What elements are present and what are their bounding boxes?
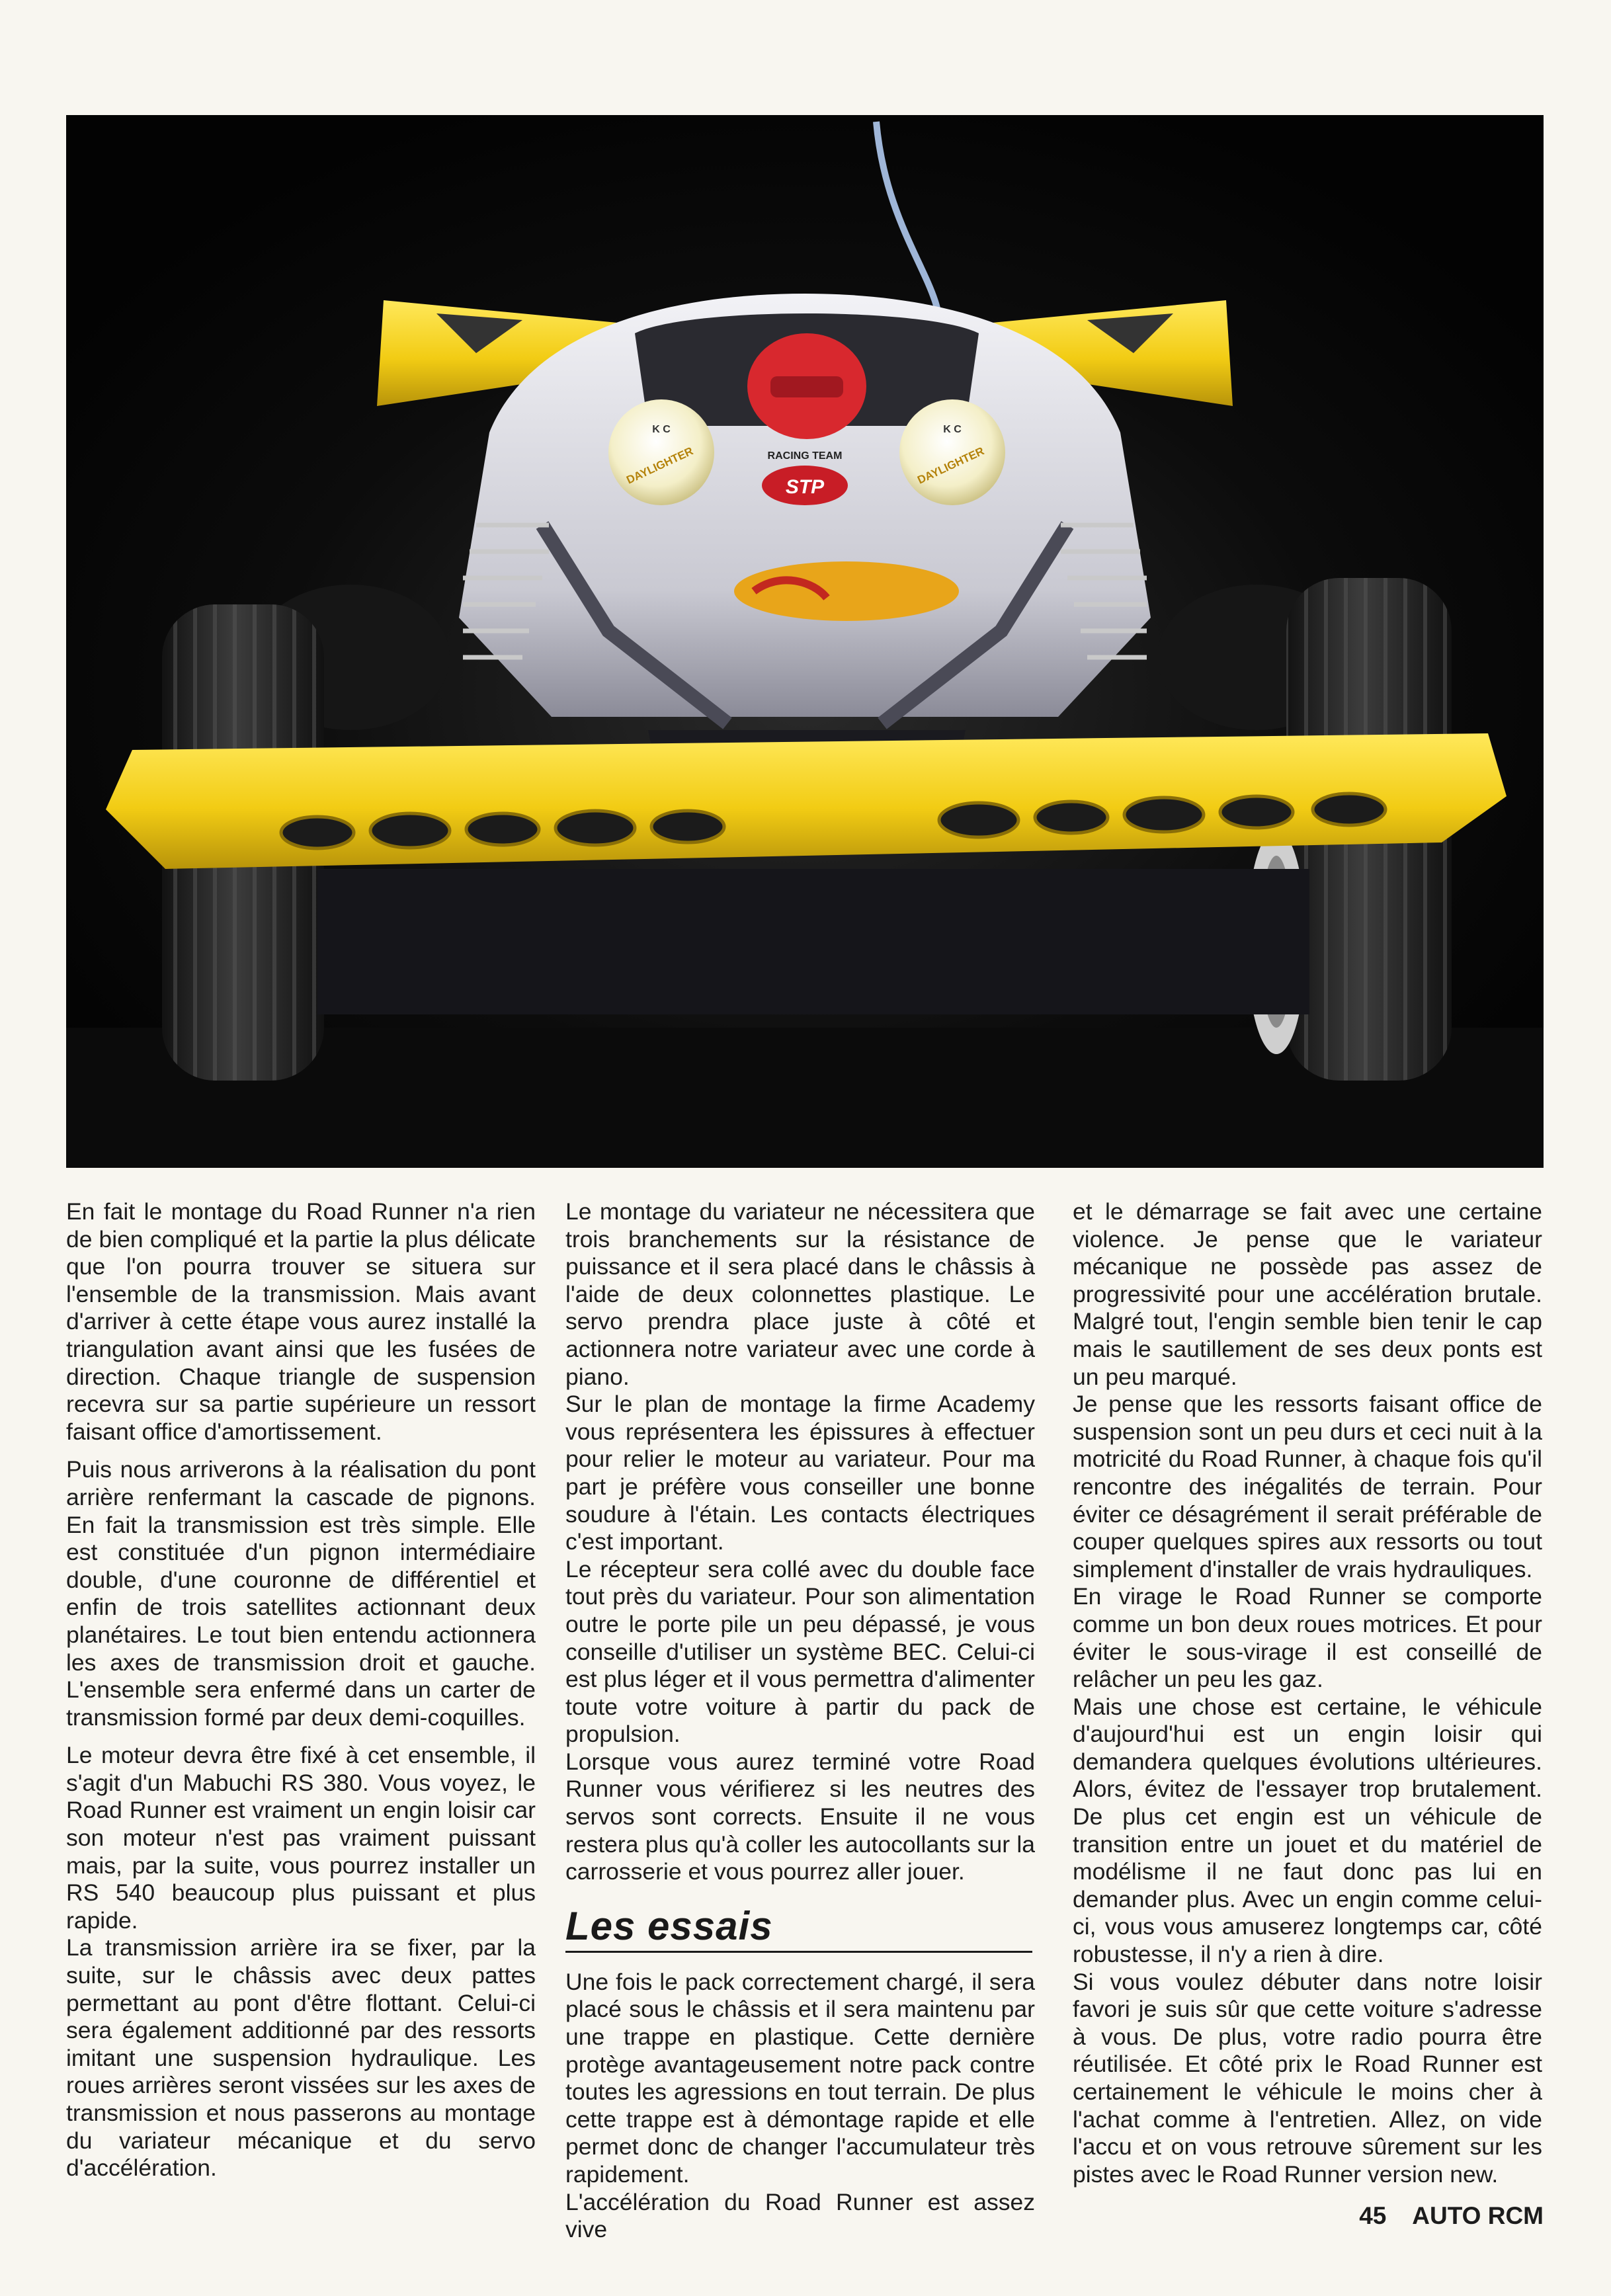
racing-team-text: RACING TEAM bbox=[767, 450, 843, 462]
paragraph: L'accélération du Road Runner est assez vive bbox=[565, 2188, 1035, 2243]
page-footer bbox=[1359, 2202, 1544, 2230]
kc-left-text: K C bbox=[652, 424, 671, 435]
paragraph: Le montage du variateur ne nécessitera que trois branchements sur la résistance de puissance et il sera placé dans le châssis à l'aide de deux colonnettes plastique. Le servo prendra place juste à côté et actionnera notre variateur avec une corde à piano. bbox=[565, 1198, 1035, 1390]
kc-right-text: K C bbox=[943, 424, 962, 435]
lamp-left bbox=[608, 399, 714, 505]
paragraph: et le démarrage se fait avec une certaine violence. Je pense que le variateur mécanique ne possède pas assez de progressivité pour une accélération brutale. Malgré tout, l'engin semble bien tenir le cap mais le sautillement de ses deux ponts est un peu marqué. bbox=[1073, 1198, 1542, 1390]
rc-buggy-illustration bbox=[66, 115, 1544, 1168]
paragraph: Le moteur devra être fixé à cet ensemble, il s'agit d'un Mabuchi RS 380. Vous voyez, le Road Runner est vraiment un engin loisir car son moteur n'est pas vraiment puissant mais, par la suite, vous pourrez installer un RS 540 beaucoup plus puissant et plus rapide. bbox=[66, 1742, 536, 1934]
lamp-right bbox=[899, 399, 1005, 505]
paragraph: En fait le montage du Road Runner n'a rien de bien compliqué et la partie la plus délicate que l'on pourra trouver se situera sur l'ensemble de la transmission. Mais avant d'arriver à cette étape vous aurez installé la triangulation avant ainsi que les fusées de direction. Chaque triangle de suspension recevra sur sa partie supérieure un ressort faisant office d'amortissement. bbox=[66, 1198, 536, 1445]
paragraph: En virage le Road Runner se comporte comme un bon deux roues motrices. Et pour éviter le sous-virage il est conseillé de relâcher un peu les gaz. bbox=[1073, 1583, 1542, 1693]
article-column-1 bbox=[66, 1198, 536, 2182]
paragraph: Sur le plan de montage la firme Academy vous représentera les épissures à effectuer pour relier le moteur au variateur. Pour ma part je préfère vous conseiller une bonne soudure à l'étain. Les contacts électriques c'est important. bbox=[565, 1391, 1035, 1555]
paragraph: La transmission arrière ira se fixer, par la suite, sur le châssis avec deux pattes permettant au pont d'être flottant. Celui-ci sera également additionné par des ressorts imitant une suspension hydraulique. Les roues arrières seront vissées sur les axes de transmission et nous passerons au montage du variateur mécanique et du servo d'accélération. bbox=[66, 1934, 536, 2182]
magazine-name: AUTO RCM bbox=[1412, 2202, 1544, 2229]
article-column-3 bbox=[1073, 1198, 1542, 2188]
paragraph: Puis nous arriverons à la réalisation du pont arrière renfermant la cascade de pignons. En fait la transmission est très simple. Elle est constituée d'un pignon intermédiaire double, d'une couronne de différentiel et enfin de trois satellites actionnant deux planétaires. Le tout bien entendu actionnera les axes de transmission droit et gauche. L'ensemble sera enfermé dans un carter de transmission formé par deux demi-coquilles. bbox=[66, 1456, 536, 1731]
paragraph: Mais une chose est certaine, le véhicule d'aujourd'hui est un engin loisir qui demandera quelques évolutions ultérieures. Alors, évitez de l'essayer trop brutalement. De plus cet engin est un véhicule de transition entre un jouet et du matériel de modélisme il ne faut donc pas lui en demander plus. Avec un engin comme celui-ci, vous vous amuserez longtemps car, côté robustesse, il n'y a rien à dire. bbox=[1073, 1693, 1542, 1968]
section-heading: Les essais bbox=[565, 1906, 1032, 1953]
paragraph: Je pense que les ressorts faisant office de suspension sont un peu durs et ceci nuit à la motricité du Road Runner, à chaque fois qu'il rencontre des inégalités de terrain. Pour éviter ce désagrément il serait préférable de couper quelques spires aux ressorts ou tout simplement d'installer de vrais hydrauliques. bbox=[1073, 1391, 1542, 1582]
page-number: 45 bbox=[1359, 2202, 1387, 2229]
stp-text: STP bbox=[785, 476, 825, 498]
paragraph: Si vous voulez débuter dans notre loisir favori je suis sûr que cette voiture s'adresse à vous. De plus, votre radio pourra être réutilisée. Et côté prix le Road Runner est certainement le véhicule le moins cher à l'achat comme à l'entretien. Allez, on vide l'accu et on vous retrouve sûrement sur les pistes avec le Road Runner version new. bbox=[1073, 1968, 1542, 2188]
paragraph: Lorsque vous aurez terminé votre Road Runner vous vérifierez si les neutres des servos sont corrects. Ensuite il ne vous restera plus qu'à coller les autocollants sur la carrosserie et vous pourrez aller jouer. bbox=[565, 1748, 1035, 1885]
rc-buggy-photo bbox=[66, 115, 1544, 1168]
daylighter-left-text: DAYLIGHTER bbox=[624, 444, 696, 487]
paragraph: Une fois le pack correctement chargé, il sera placé sous le châssis et il sera maintenu par une trappe en plastique. Cette dernière protège avantageusement notre pack contre toutes les agressions en tout terrain. De plus cette trappe est à démontage rapide et elle permet donc de changer l'accumulateur très rapidement. bbox=[565, 1968, 1035, 2188]
article-column-2 bbox=[565, 1198, 1035, 2244]
paragraph: Le récepteur sera collé avec du double face tout près du variateur. Pour son alimentation outre le porte pile un peu dépassé, je vous conseille d'utiliser un système BEC. Celui-ci est plus léger et il vous permettra d'alimenter toute votre voiture à partir du pack de propulsion. bbox=[565, 1555, 1035, 1748]
daylighter-right-text: DAYLIGHTER bbox=[915, 444, 987, 487]
